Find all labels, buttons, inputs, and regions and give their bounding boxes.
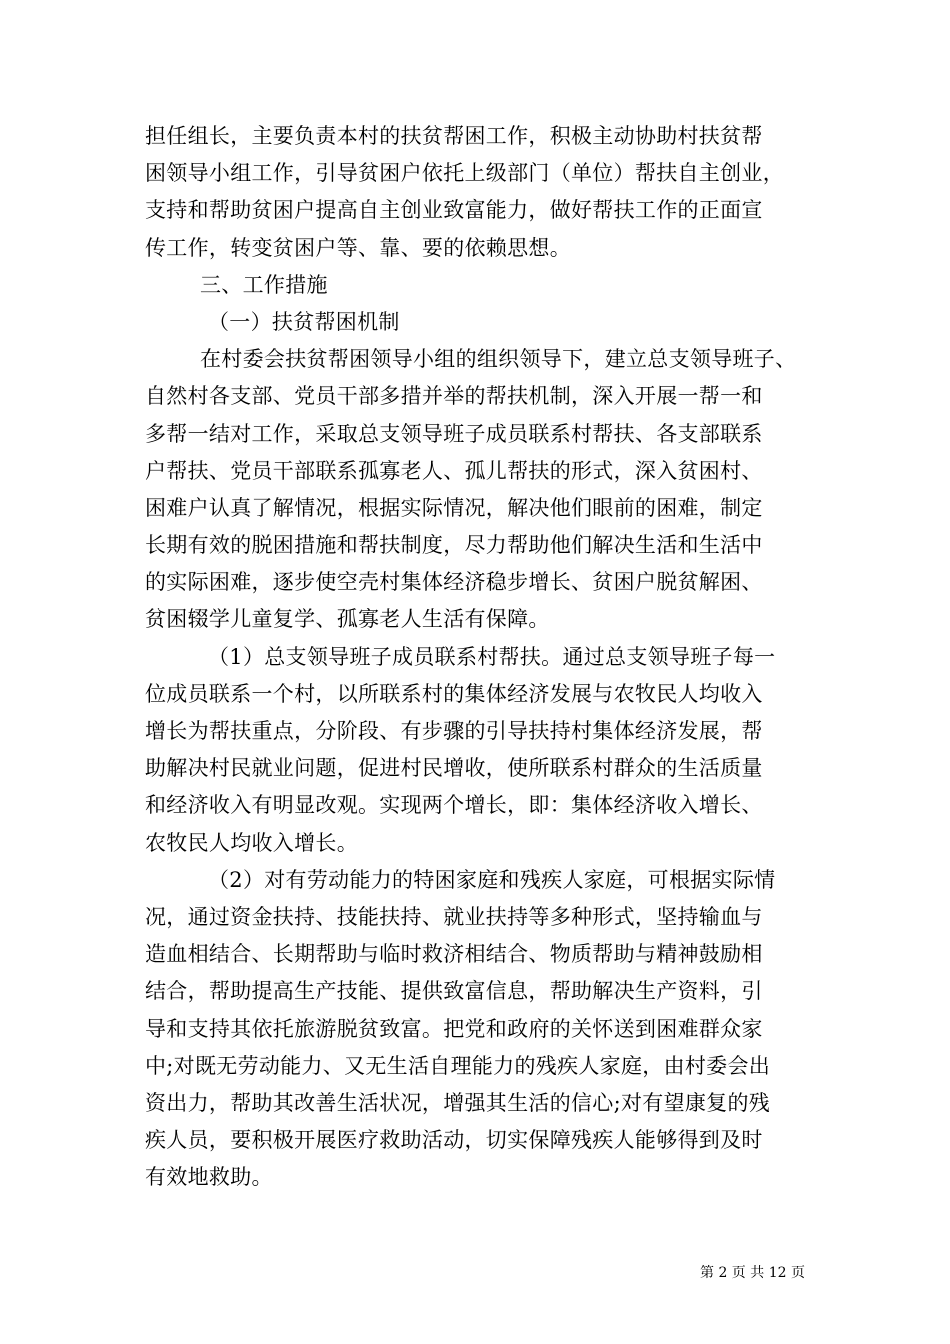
- text-line: 资出力，帮助其改善生活状况，增强其生活的信心;对有望康复的残: [145, 1090, 771, 1115]
- text-line: 疾人员，要积极开展医疗救助活动，切实保障残疾人能够得到及时: [145, 1128, 763, 1153]
- text-line: 中;对既无劳动能力、又无生活自理能力的残疾人家庭，由村委会出: [145, 1053, 771, 1078]
- page-number-footer: 第 2 页 共 12 页: [700, 1265, 805, 1281]
- text-line: （1）总支领导班子成员联系村帮扶。通过总支领导班子每一: [208, 644, 776, 669]
- section-heading: 三、工作措施: [200, 272, 328, 297]
- text-line: 造血相结合、长期帮助与临时救济相结合、物质帮助与精神鼓励相: [145, 942, 763, 967]
- text-line: 担任组长，主要负责本村的扶贫帮困工作，积极主动协助村扶贫帮: [145, 124, 763, 148]
- text-line: 贫困辍学儿童复学、孤寡老人生活有保障。: [145, 607, 550, 632]
- text-line: 户帮扶、党员干部联系孤寡老人、孤儿帮扶的形式，深入贫困村、: [145, 458, 763, 483]
- text-line: 增长为帮扶重点，分阶段、有步骤的引导扶持村集体经济发展，帮: [145, 719, 763, 743]
- text-line: 的实际困难，逐步使空壳村集体经济稳步增长、贫困户脱贫解困、: [145, 570, 763, 595]
- text-line: 和经济收入有明显改观。实现两个增长，即：集体经济收入增长、: [145, 793, 763, 818]
- text-line: 自然村各支部、党员干部多措并举的帮扶机制，深入开展一帮一和: [145, 384, 763, 409]
- text-line: 导和支持其依托旅游脱贫致富。把党和政府的关怀送到困难群众家: [145, 1016, 763, 1041]
- subsection-heading: （一）扶贫帮困机制: [208, 309, 400, 334]
- text-line: 在村委会扶贫帮困领导小组的组织领导下，建立总支领导班子、: [200, 347, 797, 372]
- text-line: （2）对有劳动能力的特困家庭和残疾人家庭，可根据实际情: [208, 867, 776, 892]
- text-line: 支持和帮助贫困户提高自主创业致富能力，做好帮扶工作的正面宣: [145, 198, 763, 223]
- text-line: 农牧民人均收入增长。: [145, 830, 358, 855]
- text-line: 结合，帮助提高生产技能、提供致富信息，帮助解决生产资料，引: [145, 979, 763, 1004]
- text-line: 困领导小组工作，引导贫困户依托上级部门（单位）帮扶自主创业，: [145, 161, 784, 186]
- text-line: 况，通过资金扶持、技能扶持、就业扶持等多种形式，坚持输血与: [145, 904, 763, 929]
- text-line: 多帮一结对工作，采取总支领导班子成员联系村帮扶、各支部联系: [145, 421, 763, 446]
- text-line: 位成员联系一个村，以所联系村的集体经济发展与农牧民人均收入: [145, 681, 763, 706]
- text-line: 困难户认真了解情况，根据实际情况，解决他们眼前的困难，制定: [145, 495, 763, 520]
- text-line: 助解决村民就业问题，促进村民增收，使所联系村群众的生活质量: [145, 756, 763, 781]
- text-line: 长期有效的脱困措施和帮扶制度，尽力帮助他们解决生活和生活中: [145, 533, 763, 558]
- text-line: 传工作，转变贫困户等、靠、要的依赖思想。: [145, 235, 571, 260]
- text-line: 有效地救助。: [145, 1165, 273, 1190]
- document-body: [145, 118, 815, 1196]
